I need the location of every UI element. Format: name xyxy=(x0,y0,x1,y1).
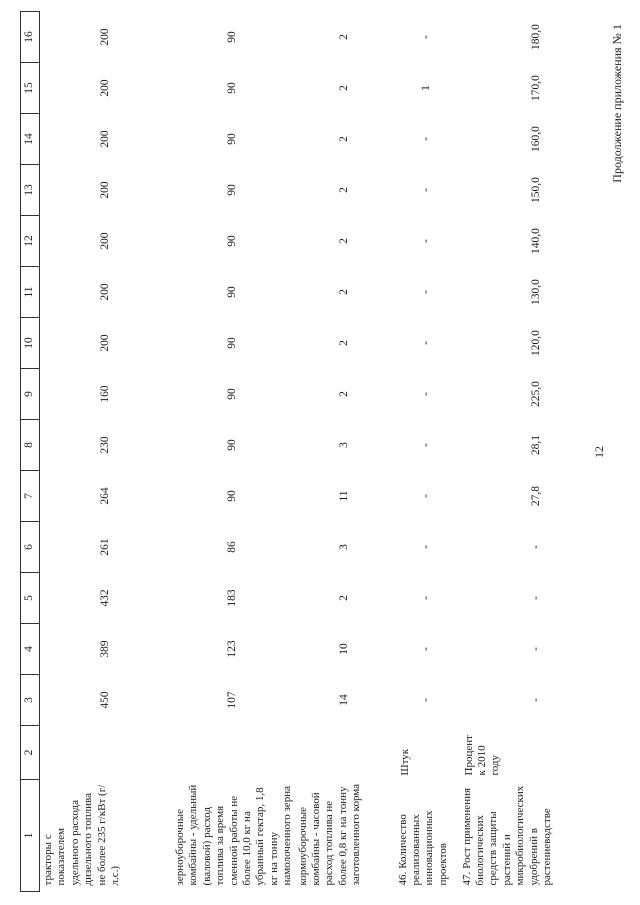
value-cell: - xyxy=(419,443,432,447)
value-cell: 90 xyxy=(226,439,239,451)
header-cell: 6 xyxy=(21,522,40,573)
value-cell: 90 xyxy=(226,490,239,502)
value-cell: 225,0 xyxy=(529,381,542,407)
indicator-name-cell xyxy=(295,780,395,892)
unit-cell: Процент к 2010 году xyxy=(462,735,502,776)
value-cell: 2 xyxy=(337,187,350,193)
value-cell: 200 xyxy=(99,79,112,97)
value-cell: 2 xyxy=(337,85,350,91)
value-cell: 160 xyxy=(99,385,112,403)
value-cell: 264 xyxy=(99,487,112,505)
value-cell: 3 xyxy=(337,442,350,448)
table-row xyxy=(40,12,173,892)
value-cell: 183 xyxy=(226,589,239,607)
value-cell: 180,0 xyxy=(529,24,542,50)
value-cell: - xyxy=(419,35,432,39)
value-cell: - xyxy=(419,494,432,498)
page-number: 12 xyxy=(592,446,606,458)
indicator-name: кормоуборочные комбайны - часовой расход топлива не более 0,8 кг на тонну заготовленного корма xyxy=(296,783,363,886)
value-cell: 450 xyxy=(99,691,112,709)
value-cell: - xyxy=(529,596,542,600)
header-cell: 7 xyxy=(21,471,40,522)
value-cell: - xyxy=(529,698,542,702)
value-cell: 170,0 xyxy=(529,75,542,101)
value-cell: 120,0 xyxy=(529,330,542,356)
value-cell: 140,0 xyxy=(529,228,542,254)
header-cell: 9 xyxy=(21,369,40,420)
header-cell: 4 xyxy=(21,624,40,675)
annex-caption: Продолжение приложения № 1 xyxy=(610,24,624,183)
value-cell: 200 xyxy=(99,181,112,199)
header-cell: 2 xyxy=(21,726,40,780)
value-cell: 200 xyxy=(99,283,112,301)
header-cell: 14 xyxy=(21,114,40,165)
value-cell: 150,0 xyxy=(529,177,542,203)
value-cell: 3 xyxy=(337,544,350,550)
value-cell: 389 xyxy=(99,640,112,658)
header-cell: 11 xyxy=(21,267,40,318)
value-cell: 230 xyxy=(99,436,112,454)
value-cell: 200 xyxy=(99,232,112,250)
value-cell: 261 xyxy=(99,538,112,556)
value-cell: 200 xyxy=(99,334,112,352)
value-cell: 2 xyxy=(337,595,350,601)
value-cell: - xyxy=(419,137,432,141)
header-cell: 10 xyxy=(21,318,40,369)
row-number: 46. xyxy=(396,871,409,886)
value-cell: - xyxy=(419,545,432,549)
value-cell: 28,1 xyxy=(529,434,542,456)
value-cell: 1 xyxy=(419,85,432,91)
indicator-name-cell xyxy=(172,780,295,892)
value-cell: - xyxy=(419,188,432,192)
indicator-table xyxy=(20,11,615,892)
header-cell: 12 xyxy=(21,216,40,267)
indicator-name: Рост применения биологических средств защиты растений и микробиологических удобрений в растениеводстве xyxy=(460,785,554,886)
value-cell: 11 xyxy=(337,490,350,502)
value-cell: - xyxy=(419,647,432,651)
value-cell: - xyxy=(419,392,432,396)
value-cell: - xyxy=(419,596,432,600)
unit-cell xyxy=(40,726,173,780)
table-header-row xyxy=(21,12,40,892)
value-cell: 130,0 xyxy=(529,279,542,305)
indicator-name-cell xyxy=(40,780,173,892)
value-cell: 27,8 xyxy=(529,485,542,507)
value-cell: 90 xyxy=(226,82,239,94)
value-cell: 14 xyxy=(337,694,350,706)
value-cell: 90 xyxy=(226,337,239,349)
value-cell: 10 xyxy=(337,643,350,655)
unit-cell xyxy=(172,726,295,780)
value-cell: 2 xyxy=(337,289,350,295)
value-cell: - xyxy=(419,290,432,294)
indicator-name: тракторы с показателем удельного расхода дизельного топлива не более 235 г/кВт (г/л.с.) xyxy=(42,784,122,886)
value-cell: 2 xyxy=(337,34,350,40)
value-cell: 90 xyxy=(226,388,239,400)
table-row xyxy=(295,12,395,892)
value-cell: - xyxy=(419,239,432,243)
value-cell: 107 xyxy=(226,691,239,709)
value-cell: 86 xyxy=(226,541,239,553)
row-number: 47. xyxy=(460,871,473,886)
header-cell: 13 xyxy=(21,165,40,216)
value-cell: - xyxy=(419,698,432,702)
header-cell: 5 xyxy=(21,573,40,624)
indicator-name: Количество реализованных инновационных проектов xyxy=(396,810,449,886)
value-cell: 90 xyxy=(226,184,239,196)
header-cell: 15 xyxy=(21,63,40,114)
header-cell: 3 xyxy=(21,675,40,726)
value-cell: - xyxy=(529,545,542,549)
value-cell: 200 xyxy=(99,28,112,46)
value-cell: 90 xyxy=(226,31,239,43)
value-cell: 2 xyxy=(337,391,350,397)
unit-cell xyxy=(295,726,395,780)
value-cell: 2 xyxy=(337,340,350,346)
value-cell: - xyxy=(529,647,542,651)
value-cell: 432 xyxy=(99,589,112,607)
indicator-name: зерноуборочные комбайны - удельный (валовой) расход топлива за время сменной работы не более 10,0 кг на убранный гектар, 1,8 кг на тонну намолоченного зерна xyxy=(174,784,294,886)
value-cell: 90 xyxy=(226,133,239,145)
value-cell: 2 xyxy=(337,238,350,244)
table-row xyxy=(172,12,295,892)
table-row xyxy=(395,12,459,892)
value-cell: 160,0 xyxy=(529,126,542,152)
value-cell: 90 xyxy=(226,235,239,247)
header-cell: 1 xyxy=(21,780,40,892)
header-cell: 16 xyxy=(21,12,40,63)
value-cell: 2 xyxy=(337,136,350,142)
value-cell: 90 xyxy=(226,286,239,298)
rotated-sheet xyxy=(20,12,624,892)
header-cell: 8 xyxy=(21,420,40,471)
value-cell: - xyxy=(419,341,432,345)
value-cell: 200 xyxy=(99,130,112,148)
indicator-name-cell xyxy=(395,780,459,892)
unit-cell: Штук xyxy=(398,748,411,776)
value-cell: 123 xyxy=(226,640,239,658)
